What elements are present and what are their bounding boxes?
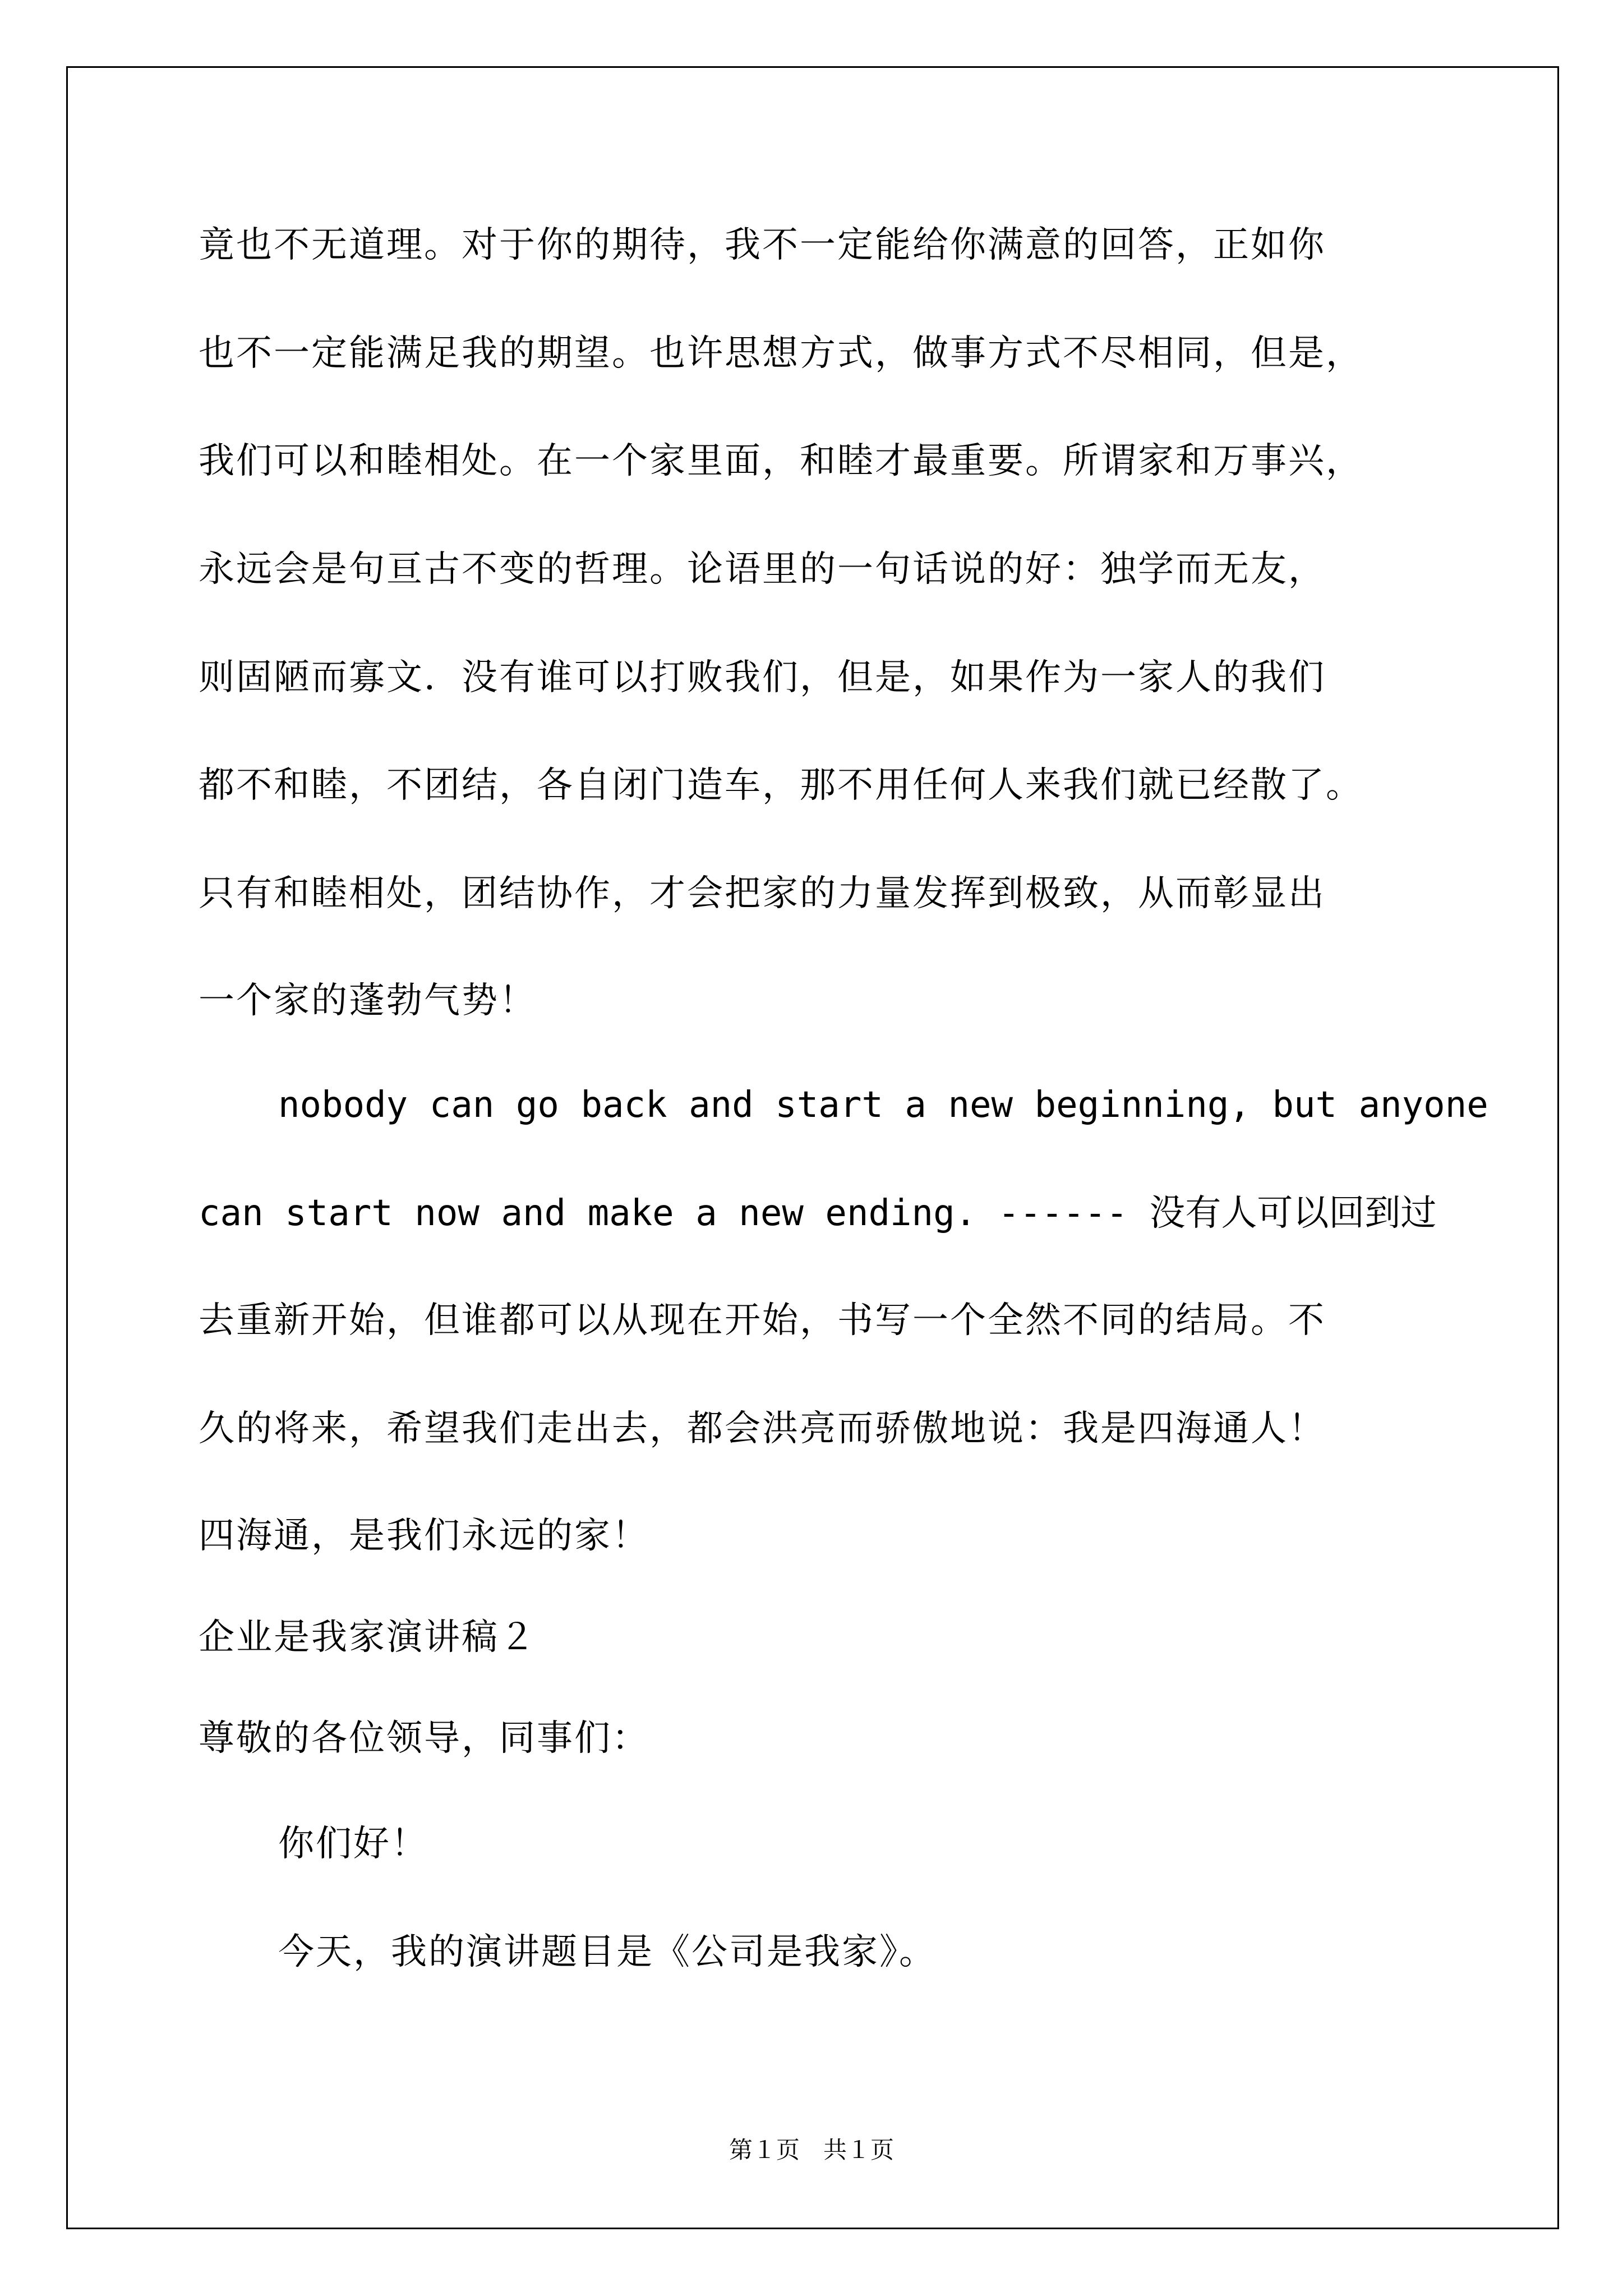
greeting: 你们好！ (278, 1823, 428, 1865)
english-quote-line: nobody can go back and start a new beginning, but anyone (278, 1084, 1488, 1126)
page-border (66, 66, 1559, 2229)
body-line: 也不一定能满足我的期望。也许思想方式，做事方式不尽相同，但是， (199, 333, 1363, 374)
salutation: 尊敬的各位领导，同事们： (199, 1718, 649, 1759)
speech-topic-line: 今天，我的演讲题目是《公司是我家》。 (278, 1931, 937, 1973)
body-line: 久的将来，希望我们走出去，都会洪亮而骄傲地说：我是四海通人！ (199, 1408, 1326, 1450)
body-line: 只有和睦相处，团结协作，才会把家的力量发挥到极致，从而彰显出 (199, 873, 1326, 914)
page-number-footer: 第１页 共１页 (728, 2136, 894, 2164)
body-line: 去重新开始，但谁都可以从现在开始，书写一个全然不同的结局。不 (199, 1300, 1326, 1341)
body-line: 永远会是句亘古不变的哲理。论语里的一句话说的好：独学而无友， (199, 549, 1326, 590)
body-line: 一个家的蓬勃气势！ (199, 980, 537, 1022)
section-title: 企业是我家演讲稿２ (199, 1617, 537, 1658)
body-line: 我们可以和睦相处。在一个家里面，和睦才最重要。所谓家和万事兴， (199, 440, 1363, 482)
body-line: 都不和睦，不团结，各自闭门造车，那不用任何人来我们就已经散了。 (199, 765, 1363, 806)
english-quote-line: can start now and make a new ending. ------ 没有人可以回到过 (199, 1193, 1437, 1234)
body-line: 竟也不无道理。对于你的期待，我不一定能给你满意的回答，正如你 (199, 224, 1326, 266)
body-line: 四海通，是我们永远的家！ (199, 1515, 649, 1557)
body-line: 则固陋而寡文．没有谁可以打败我们，但是，如果作为一家人的我们 (199, 657, 1326, 698)
